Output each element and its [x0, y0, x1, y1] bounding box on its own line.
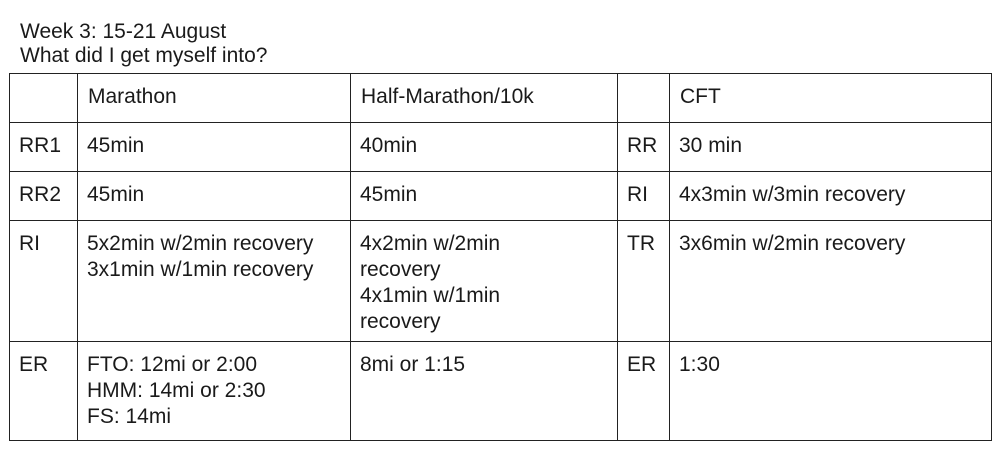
table-row	[10, 342, 992, 441]
cft-cell	[670, 221, 992, 342]
cft-cell	[670, 123, 992, 172]
header-cell-empty	[618, 74, 670, 123]
cell-line: 45min	[87, 183, 145, 206]
cell-line: 45min	[360, 183, 418, 206]
cft-cell	[670, 172, 992, 221]
week-subtitle: What did I get myself into?	[20, 44, 268, 67]
cell-line: 4x2min w/2min	[360, 232, 501, 255]
cell-line: 40min	[360, 134, 418, 157]
cell-line: 3x1min w/1min recovery	[87, 258, 314, 281]
cell-line: 1:30	[679, 353, 720, 376]
week-title: Week 3: 15-21 August	[20, 20, 227, 43]
row-label: RR1	[10, 123, 78, 172]
header-marathon: Marathon	[78, 74, 351, 123]
cft-row-label: RI	[618, 172, 670, 221]
half-marathon-cell	[351, 123, 618, 172]
cell-line: 3x6min w/2min recovery	[679, 232, 906, 255]
half-marathon-cell	[351, 221, 618, 342]
half-marathon-cell	[351, 342, 618, 441]
cell-line: recovery	[360, 258, 441, 281]
table-row	[10, 221, 992, 342]
cell-line: recovery	[360, 310, 441, 333]
cft-row-label: TR	[618, 221, 670, 342]
cell-line: 8mi or 1:15	[360, 353, 466, 376]
marathon-cell	[78, 221, 351, 342]
table-row	[10, 172, 992, 221]
cell-line: FS: 14mi	[87, 405, 172, 428]
table-header-row	[10, 74, 992, 123]
cell-line: 4x1min w/1min	[360, 284, 501, 307]
training-plan-table	[9, 73, 992, 441]
header-cell-empty	[10, 74, 78, 123]
cell-line: 30 min	[679, 134, 743, 157]
table-row	[10, 123, 992, 172]
cft-cell	[670, 342, 992, 441]
document-heading	[20, 20, 267, 68]
cft-row-label: ER	[618, 342, 670, 441]
cell-line: 45min	[87, 134, 145, 157]
cft-row-label: RR	[618, 123, 670, 172]
row-label: ER	[10, 342, 78, 441]
row-label: RR2	[10, 172, 78, 221]
marathon-cell	[78, 342, 351, 441]
cell-line: 5x2min w/2min recovery	[87, 232, 314, 255]
header-cft: CFT	[670, 74, 992, 123]
marathon-cell	[78, 123, 351, 172]
cell-line: 4x3min w/3min recovery	[679, 183, 906, 206]
cell-line: FTO: 12mi or 2:00	[87, 353, 258, 376]
cell-line: HMM: 14mi or 2:30	[87, 379, 266, 402]
marathon-cell	[78, 172, 351, 221]
header-half-marathon: Half-Marathon/10k	[351, 74, 618, 123]
half-marathon-cell	[351, 172, 618, 221]
row-label: RI	[10, 221, 78, 342]
